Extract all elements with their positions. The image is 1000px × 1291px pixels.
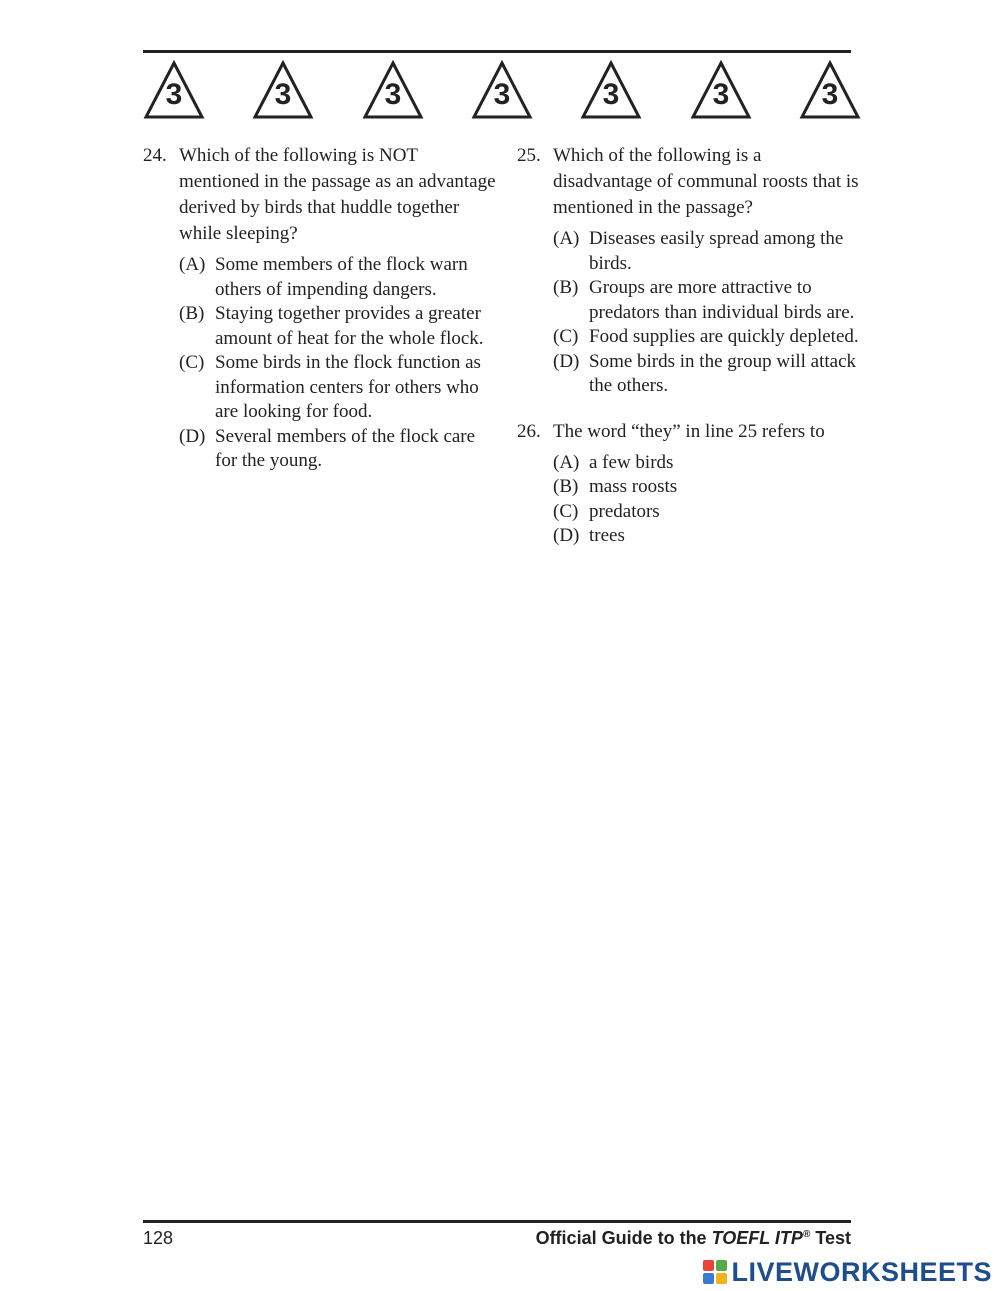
question-text: Which of the following is NOT mentioned in the passage as an advantage derived by birds that huddle together while sleeping? (179, 145, 496, 244)
question-25 (517, 143, 862, 399)
section-marker-triangle (690, 60, 752, 120)
answer-options (179, 253, 498, 474)
book-title-suffix: Test (810, 1228, 851, 1248)
question-24 (143, 143, 498, 474)
question-number: 26. (517, 420, 541, 442)
book-title-prefix: Official Guide to the (535, 1228, 712, 1248)
answer-option-d[interactable] (179, 425, 498, 474)
answer-options (553, 227, 862, 399)
option-text: mass roosts (589, 476, 678, 497)
answer-option-b[interactable] (553, 475, 862, 500)
option-text: Groups are more attractive to predators than individual birds are. (589, 277, 855, 323)
logo-square (703, 1273, 714, 1284)
option-letter: (B) (553, 476, 579, 497)
section-marker-triangle (143, 60, 205, 120)
option-letter: (D) (553, 350, 580, 372)
section-marker-triangle (799, 60, 861, 120)
section-marker-number: 3 (274, 78, 292, 111)
liveworksheets-logo-icon (703, 1260, 727, 1284)
option-letter: (C) (553, 500, 579, 522)
option-text: a few birds (589, 451, 674, 473)
answer-option-d[interactable] (553, 524, 862, 549)
question-text: The word “they” in line 25 refers to (553, 420, 825, 442)
option-letter: (B) (179, 303, 205, 324)
answer-option-b[interactable] (553, 276, 862, 325)
question-number: 25. (517, 145, 541, 166)
answer-option-d[interactable] (553, 350, 862, 399)
book-title (536, 1228, 851, 1249)
liveworksheets-watermark (703, 1256, 992, 1288)
logo-square (716, 1273, 727, 1284)
option-text: Some birds in the group will attack the others. (589, 350, 857, 396)
right-column (517, 143, 862, 549)
answer-option-b[interactable] (179, 302, 498, 351)
option-text: Diseases easily spread among the birds. (589, 228, 844, 274)
bottom-rule (143, 1220, 851, 1223)
section-marker-number: 3 (165, 78, 183, 111)
option-text: Several members of the flock care for the young. (215, 425, 476, 471)
option-text: Food supplies are quickly depleted. (589, 326, 859, 347)
question-text: Which of the following is a disadvantage of communal roosts that is mentioned in the passage? (553, 145, 859, 218)
left-column (143, 143, 498, 474)
option-text: Staying together provides a greater amount of heat for the whole flock. (215, 303, 484, 349)
page-number: 128 (143, 1228, 174, 1248)
section-marker-triangle (362, 60, 424, 120)
option-letter: (C) (553, 326, 579, 347)
option-letter: (D) (553, 525, 580, 546)
section-marker-triangle (252, 60, 314, 120)
option-letter: (A) (553, 228, 580, 249)
option-letter: (A) (553, 451, 580, 473)
answer-options (553, 451, 862, 549)
section-marker-number: 3 (493, 78, 511, 111)
logo-square (703, 1260, 714, 1271)
option-text: trees (589, 525, 625, 546)
option-letter: (A) (179, 254, 206, 275)
logo-square (716, 1260, 727, 1271)
answer-option-a[interactable] (553, 451, 862, 476)
section-marker-triangle (471, 60, 533, 120)
answer-option-a[interactable] (179, 253, 498, 302)
option-text: Some members of the flock warn others of impending dangers. (215, 254, 468, 300)
answer-option-a[interactable] (553, 227, 862, 276)
question-26 (517, 419, 862, 549)
option-letter: (D) (179, 425, 206, 447)
answer-option-c[interactable] (553, 325, 862, 350)
question-spacer (517, 399, 862, 419)
option-letter: (C) (179, 352, 205, 373)
option-text: Some birds in the flock function as information centers for others who are looking for food. (215, 352, 481, 422)
section-marker-number: 3 (384, 78, 402, 111)
registered-mark: ® (802, 1229, 811, 1240)
section-marker-number: 3 (821, 78, 839, 111)
section-marker-number: 3 (712, 78, 730, 111)
top-rule (143, 50, 851, 53)
answer-option-c[interactable] (553, 500, 862, 525)
book-title-emphasis: TOEFL ITP (711, 1228, 803, 1248)
section-marker-triangle (580, 60, 642, 120)
watermark-text: LIVEWORKSHEETS (731, 1256, 992, 1287)
section-marker-row (143, 60, 863, 122)
option-letter: (B) (553, 277, 579, 298)
answer-option-c[interactable] (179, 351, 498, 425)
question-number: 24. (143, 145, 167, 166)
option-text: predators (589, 500, 660, 522)
section-marker-number: 3 (602, 78, 620, 111)
